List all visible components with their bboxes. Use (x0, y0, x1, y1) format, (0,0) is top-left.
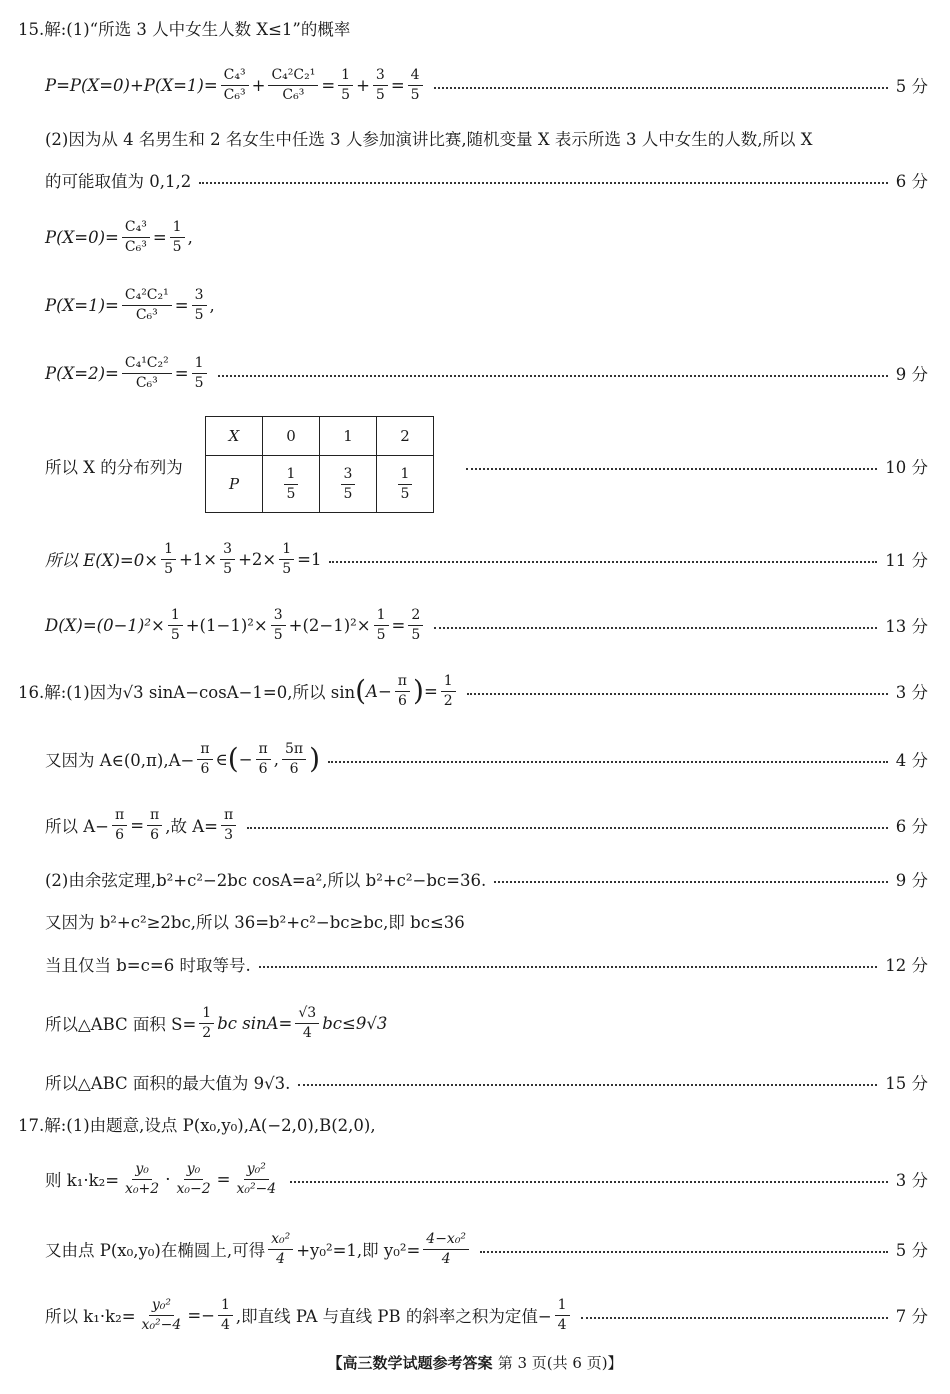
q15-expectation (45, 534, 928, 584)
punctuation: , (273, 749, 279, 769)
fraction: $\frac{\text{C₄²C₂¹}}{\text{C₆³}}$ (122, 288, 172, 322)
operator: = (390, 75, 405, 95)
table-cell: P (206, 456, 263, 513)
fraction: $\frac{1}{5}$ (170, 220, 185, 254)
q16-line8 (45, 1068, 928, 1096)
q17-line1 (18, 1110, 928, 1138)
paragraph-text: 的可能取值为 0,1,2 (45, 172, 192, 191)
operator: =− (187, 1305, 215, 1325)
formula-text: P(X=1)= (45, 295, 119, 315)
formula-text: P(X=0)= (45, 227, 119, 247)
fraction: $\frac{1}{5}$ (192, 356, 207, 390)
fraction: $\frac{\pi}{6}$ (147, 808, 162, 842)
formula-text: D(X)=(0−1)²× (45, 615, 165, 635)
fraction: $\frac{3}{5}$ (192, 288, 207, 322)
fraction: $\frac{\pi}{3}$ (221, 808, 236, 842)
fraction: $\frac{\text{y₀²}}{\text{x₀²−4}}$ (141, 1296, 182, 1333)
formula-text: ,即直线 PA 与直线 PB 的斜率之积为定值− (235, 1307, 552, 1326)
fraction: $\frac{2}{5}$ (408, 608, 423, 642)
fraction: $\frac{3}{5}$ (220, 542, 235, 576)
formula-text: +(1−1)²× (185, 615, 268, 635)
fraction: $\frac{\text{C₄³}}{\text{C₆³}}$ (221, 68, 249, 102)
fraction: $\frac{1}{5}$ (279, 542, 294, 576)
operator: + (356, 75, 370, 95)
fraction: $\frac{1}{5}$ (168, 608, 183, 642)
table-cell: $\frac{3}{5}$ (320, 456, 377, 513)
table-cell: 2 (377, 417, 434, 456)
punctuation: , (209, 295, 215, 315)
score-mark: 5 分 (895, 1241, 928, 1260)
fraction: $\frac{1}{2}$ (441, 674, 456, 708)
leader-dots (480, 1251, 888, 1253)
table-cell: $\frac{1}{5}$ (377, 456, 434, 513)
fraction: $\frac{\pi}{6}$ (112, 808, 127, 842)
formula-text: 又因为 A∈(0,π),A− (45, 751, 195, 770)
q15-part2-line1 (45, 124, 928, 152)
leader-dots (328, 761, 888, 763)
q16-line1 (18, 666, 928, 716)
score-mark: 10 分 (885, 458, 928, 477)
paren-right: ) (309, 742, 321, 775)
footer-title: 【高三数学试题参考答案 (327, 1354, 493, 1372)
formula-text: 当且仅当 b=c=6 时取等号. (45, 956, 251, 975)
fraction: $\frac{\text{y₀}}{\text{x₀−2}}$ (176, 1160, 211, 1197)
fraction: $\frac{\pi}{6}$ (197, 742, 212, 776)
score-mark: 3 分 (895, 1171, 928, 1190)
table-cell: X (206, 417, 263, 456)
q16-line6 (45, 950, 928, 978)
q15-line-prob (45, 60, 928, 110)
table-row (206, 456, 434, 513)
formula-text: ,故 A= (165, 817, 218, 836)
operator: + (251, 75, 266, 95)
paragraph-text: 所以 X 的分布列为 (45, 458, 183, 477)
fraction: $\frac{1}{2}$ (199, 1006, 214, 1040)
q16-line7 (45, 998, 928, 1048)
formula-text: +1× (178, 549, 218, 569)
operator: = (321, 75, 336, 95)
leader-dots (298, 1084, 877, 1086)
score-mark: 11 分 (885, 551, 928, 570)
formula-text: 所以 A− (45, 817, 109, 836)
fraction: $\frac{3}{5}$ (271, 608, 286, 642)
q15-px0 (45, 212, 928, 262)
score-mark: 12 分 (885, 956, 928, 975)
q15-heading (18, 14, 928, 42)
q15-heading-text: 15.解:(1)“所选 3 人中女生人数 X≤1”的概率 (18, 20, 351, 39)
paren-right: ) (413, 674, 424, 707)
formula-text: 所以 k₁·k₂= (45, 1307, 136, 1326)
table-cell: 0 (263, 417, 320, 456)
formula-text: +2× (238, 549, 277, 569)
formula-text: 所以△ABC 面积 S= (45, 1015, 197, 1034)
fraction: $\frac{\pi}{6}$ (256, 742, 271, 776)
q17-line4 (45, 1290, 928, 1340)
score-mark: 3 分 (895, 683, 928, 702)
leader-dots (259, 966, 878, 968)
q16-line3 (45, 800, 928, 850)
q15-px1 (45, 280, 928, 330)
formula-text: +(2−1)²× (288, 615, 371, 635)
q16-line5 (45, 907, 928, 935)
score-mark: 6 分 (895, 817, 928, 836)
leader-dots (467, 693, 888, 695)
operator: = (130, 815, 145, 835)
fraction: $\frac{\text{C₄²C₂¹}}{\text{C₆³}}$ (268, 68, 318, 102)
formula-text: 则 k₁·k₂= (45, 1171, 120, 1190)
formula-text: P=P(X=0)+P(X=1)= (45, 75, 218, 95)
formula-text: bc≤9√3 (322, 1013, 388, 1033)
fraction: $\frac{1}{5}$ (338, 68, 353, 102)
q17-line3 (45, 1224, 928, 1274)
punctuation: , (187, 227, 193, 247)
q16-line4 (45, 865, 928, 893)
operator: = (216, 1169, 231, 1189)
fraction: $\frac{√3}{4}$ (295, 1006, 319, 1040)
fraction: $\frac{\text{x₀²}}{4}$ (268, 1232, 293, 1266)
fraction: $\frac{1}{4}$ (218, 1298, 233, 1332)
formula-text: 16.解:(1)因为√3 sinA−cosA−1=0,所以 sin (18, 683, 356, 702)
formula-text: = (391, 615, 406, 635)
formula-text: 又由点 P(x₀,y₀)在椭圆上,可得 (45, 1241, 266, 1260)
operator: = (174, 295, 189, 315)
fraction: $\frac{\text{C₄³}}{\text{C₆³}}$ (122, 220, 150, 254)
leader-dots (290, 1181, 888, 1183)
formula-text: +y₀²=1,即 y₀²= (296, 1241, 421, 1260)
leader-dots (434, 627, 877, 629)
fraction: $\frac{1}{5}$ (161, 542, 176, 576)
score-mark: 4 分 (895, 751, 928, 770)
q15-part2-line2 (45, 166, 928, 194)
leader-dots (494, 881, 888, 883)
table-cell: $\frac{1}{5}$ (263, 456, 320, 513)
leader-dots (434, 87, 888, 89)
q15-dist-score (458, 452, 928, 480)
operator: ∈ (215, 749, 228, 769)
operator: · (165, 1169, 171, 1189)
fraction: $\frac{\text{4−x₀²}}{4}$ (423, 1232, 469, 1266)
score-mark: 5 分 (895, 77, 928, 96)
operator: = (423, 681, 438, 701)
leader-dots (466, 468, 877, 470)
footer-page-number: 第 3 页(共 6 页)】 (497, 1354, 623, 1372)
leader-dots (199, 182, 888, 184)
score-mark: 6 分 (895, 172, 928, 191)
score-mark: 9 分 (895, 871, 928, 890)
formula-text: bc sinA= (217, 1013, 293, 1033)
formula-text: 又因为 b²+c²≥2bc,所以 36=b²+c²−bc≥bc,即 bc≤36 (45, 913, 465, 932)
fraction: $\frac{1}{4}$ (555, 1298, 570, 1332)
leader-dots (218, 375, 888, 377)
table-cell: 1 (320, 417, 377, 456)
paren-left: ( (355, 674, 367, 707)
q15-variance (45, 600, 928, 650)
score-mark: 9 分 (895, 365, 928, 384)
score-mark: 15 分 (885, 1074, 928, 1093)
score-mark: 13 分 (885, 617, 928, 636)
operator: = (152, 227, 167, 247)
formula-text: P(X=2)= (45, 363, 119, 383)
leader-dots (247, 827, 888, 829)
fraction: $\frac{5\pi}{6}$ (282, 742, 306, 776)
formula-text: 所以△ABC 面积的最大值为 9√3. (45, 1074, 291, 1093)
distribution-table (205, 416, 434, 513)
table-row (206, 417, 434, 456)
formula-text: =1 (297, 549, 322, 569)
q17-line2 (45, 1154, 928, 1204)
formula-text: (2)由余弦定理,b²+c²−2bc cosA=a²,所以 b²+c²−bc=36. (45, 871, 487, 890)
fraction: $\frac{\pi}{6}$ (395, 674, 410, 708)
q15-px2 (45, 348, 928, 398)
leader-dots (329, 561, 877, 563)
q16-line2 (45, 734, 928, 784)
score-mark: 7 分 (895, 1307, 928, 1326)
operator: = (174, 363, 189, 383)
formula-text: A− (366, 681, 392, 701)
fraction: $\frac{3}{5}$ (373, 68, 388, 102)
paren-left: ( (227, 742, 239, 775)
formula-text: 所以 E(X)=0× (45, 551, 159, 570)
fraction: $\frac{4}{5}$ (408, 68, 423, 102)
leader-dots (581, 1317, 888, 1319)
operator: − (238, 749, 253, 769)
fraction: $\frac{\text{C₄¹C₂²}}{\text{C₆³}}$ (122, 356, 172, 390)
fraction: $\frac{1}{5}$ (374, 608, 389, 642)
formula-text: 17.解:(1)由题意,设点 P(x₀,y₀),A(−2,0),B(2,0), (18, 1116, 376, 1135)
fraction: $\frac{\text{y₀²}}{\text{x₀²−4}}$ (236, 1160, 277, 1197)
paragraph-text: (2)因为从 4 名男生和 2 名女生中任选 3 人参加演讲比赛,随机变量 X 表示所选 3 人中女生的人数,所以 X (45, 130, 813, 149)
page-footer (0, 1352, 950, 1373)
fraction: $\frac{\text{y₀}}{\text{x₀+2}}$ (125, 1160, 160, 1197)
